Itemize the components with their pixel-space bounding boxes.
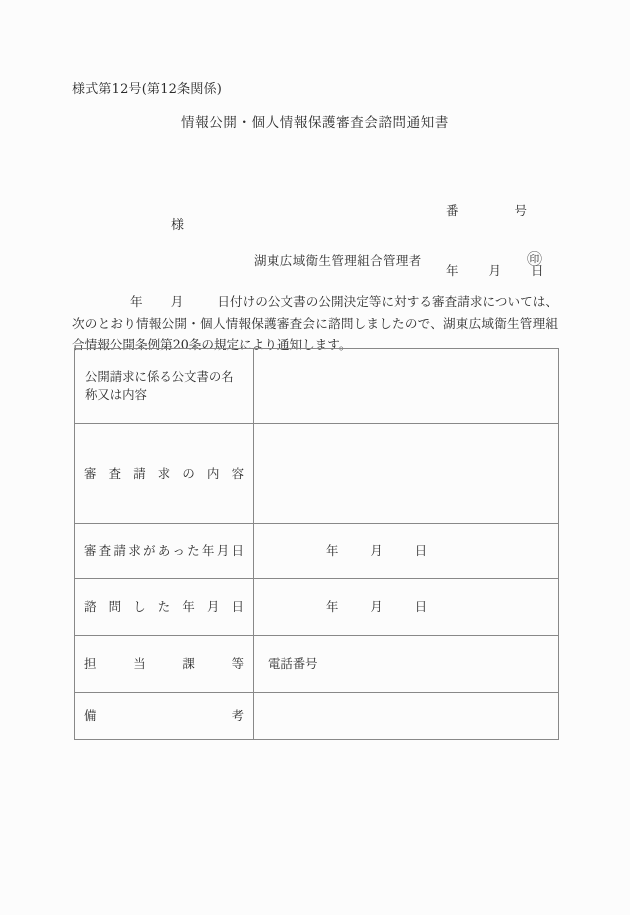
date-day-label: 日 [531, 263, 544, 278]
table-row [75, 579, 559, 636]
table-row [75, 349, 559, 424]
issuer-name: 湖東広域衛生管理組合管理者 [254, 253, 422, 268]
notification-table [74, 348, 559, 740]
row-value [254, 708, 274, 723]
row-value-cell[interactable] [254, 424, 559, 524]
number-unit: 号 [514, 203, 528, 218]
row-value-cell[interactable] [254, 524, 559, 579]
row-value [254, 378, 274, 393]
row-label: 審査請求があった年月日 [84, 543, 244, 558]
value-year-label: 年 [326, 543, 339, 558]
row-label-cell [75, 524, 254, 579]
date-year-label: 年 [446, 263, 459, 278]
value-day-label: 日 [414, 599, 428, 614]
value-year-label: 年 [326, 599, 339, 614]
body-text: 日付けの公文書の公開決定等に対する審査請求については、次のとおり情報公開・個人情報保護審査会に諮問しましたので、湖東広域衛生管理組合情報公開条例第20条の規定により通知します。 [72, 294, 559, 352]
body-month-label: 月 [170, 294, 184, 309]
row-label: 諮問した年月日 [84, 599, 244, 614]
row-value-cell[interactable] [254, 579, 559, 636]
table-row [75, 524, 559, 579]
telephone-label: 電話番号 [268, 656, 318, 671]
body-paragraph [72, 291, 558, 356]
row-label-cell [75, 636, 254, 693]
row-label-cell [75, 693, 254, 740]
form-number: 様式第12号(第12条関係) [72, 82, 223, 97]
row-value [254, 466, 274, 481]
date-placeholder [254, 543, 437, 558]
row-label: 担当課等 [84, 656, 244, 671]
table-row [75, 693, 559, 740]
row-value-cell[interactable] [254, 636, 559, 693]
row-value-cell[interactable] [254, 693, 559, 740]
value-month-label: 月 [370, 543, 383, 558]
value-day-label: 日 [414, 543, 428, 558]
row-label-cell [75, 424, 254, 524]
seal-stamp-icon: ㊞ [527, 250, 543, 268]
document-number-row [446, 201, 544, 221]
row-label: 審査請求の内容 [84, 465, 244, 481]
row-label: 備考 [84, 708, 244, 723]
row-label: 公開請求に係る公文書の名称又は内容 [85, 368, 234, 402]
body-year-label: 年 [130, 294, 143, 309]
number-label: 番 [446, 203, 459, 218]
row-label-cell [75, 349, 254, 424]
row-value-cell[interactable] [254, 349, 559, 424]
addressee-honorific: 様 [171, 218, 185, 233]
date-month-label: 月 [488, 263, 502, 278]
document-title: 情報公開・個人情報保護審査会諮問通知書 [181, 115, 449, 131]
table-row [75, 636, 559, 693]
value-month-label: 月 [370, 599, 383, 614]
row-label-cell [75, 579, 254, 636]
table-row [75, 424, 559, 524]
date-placeholder [254, 599, 437, 614]
